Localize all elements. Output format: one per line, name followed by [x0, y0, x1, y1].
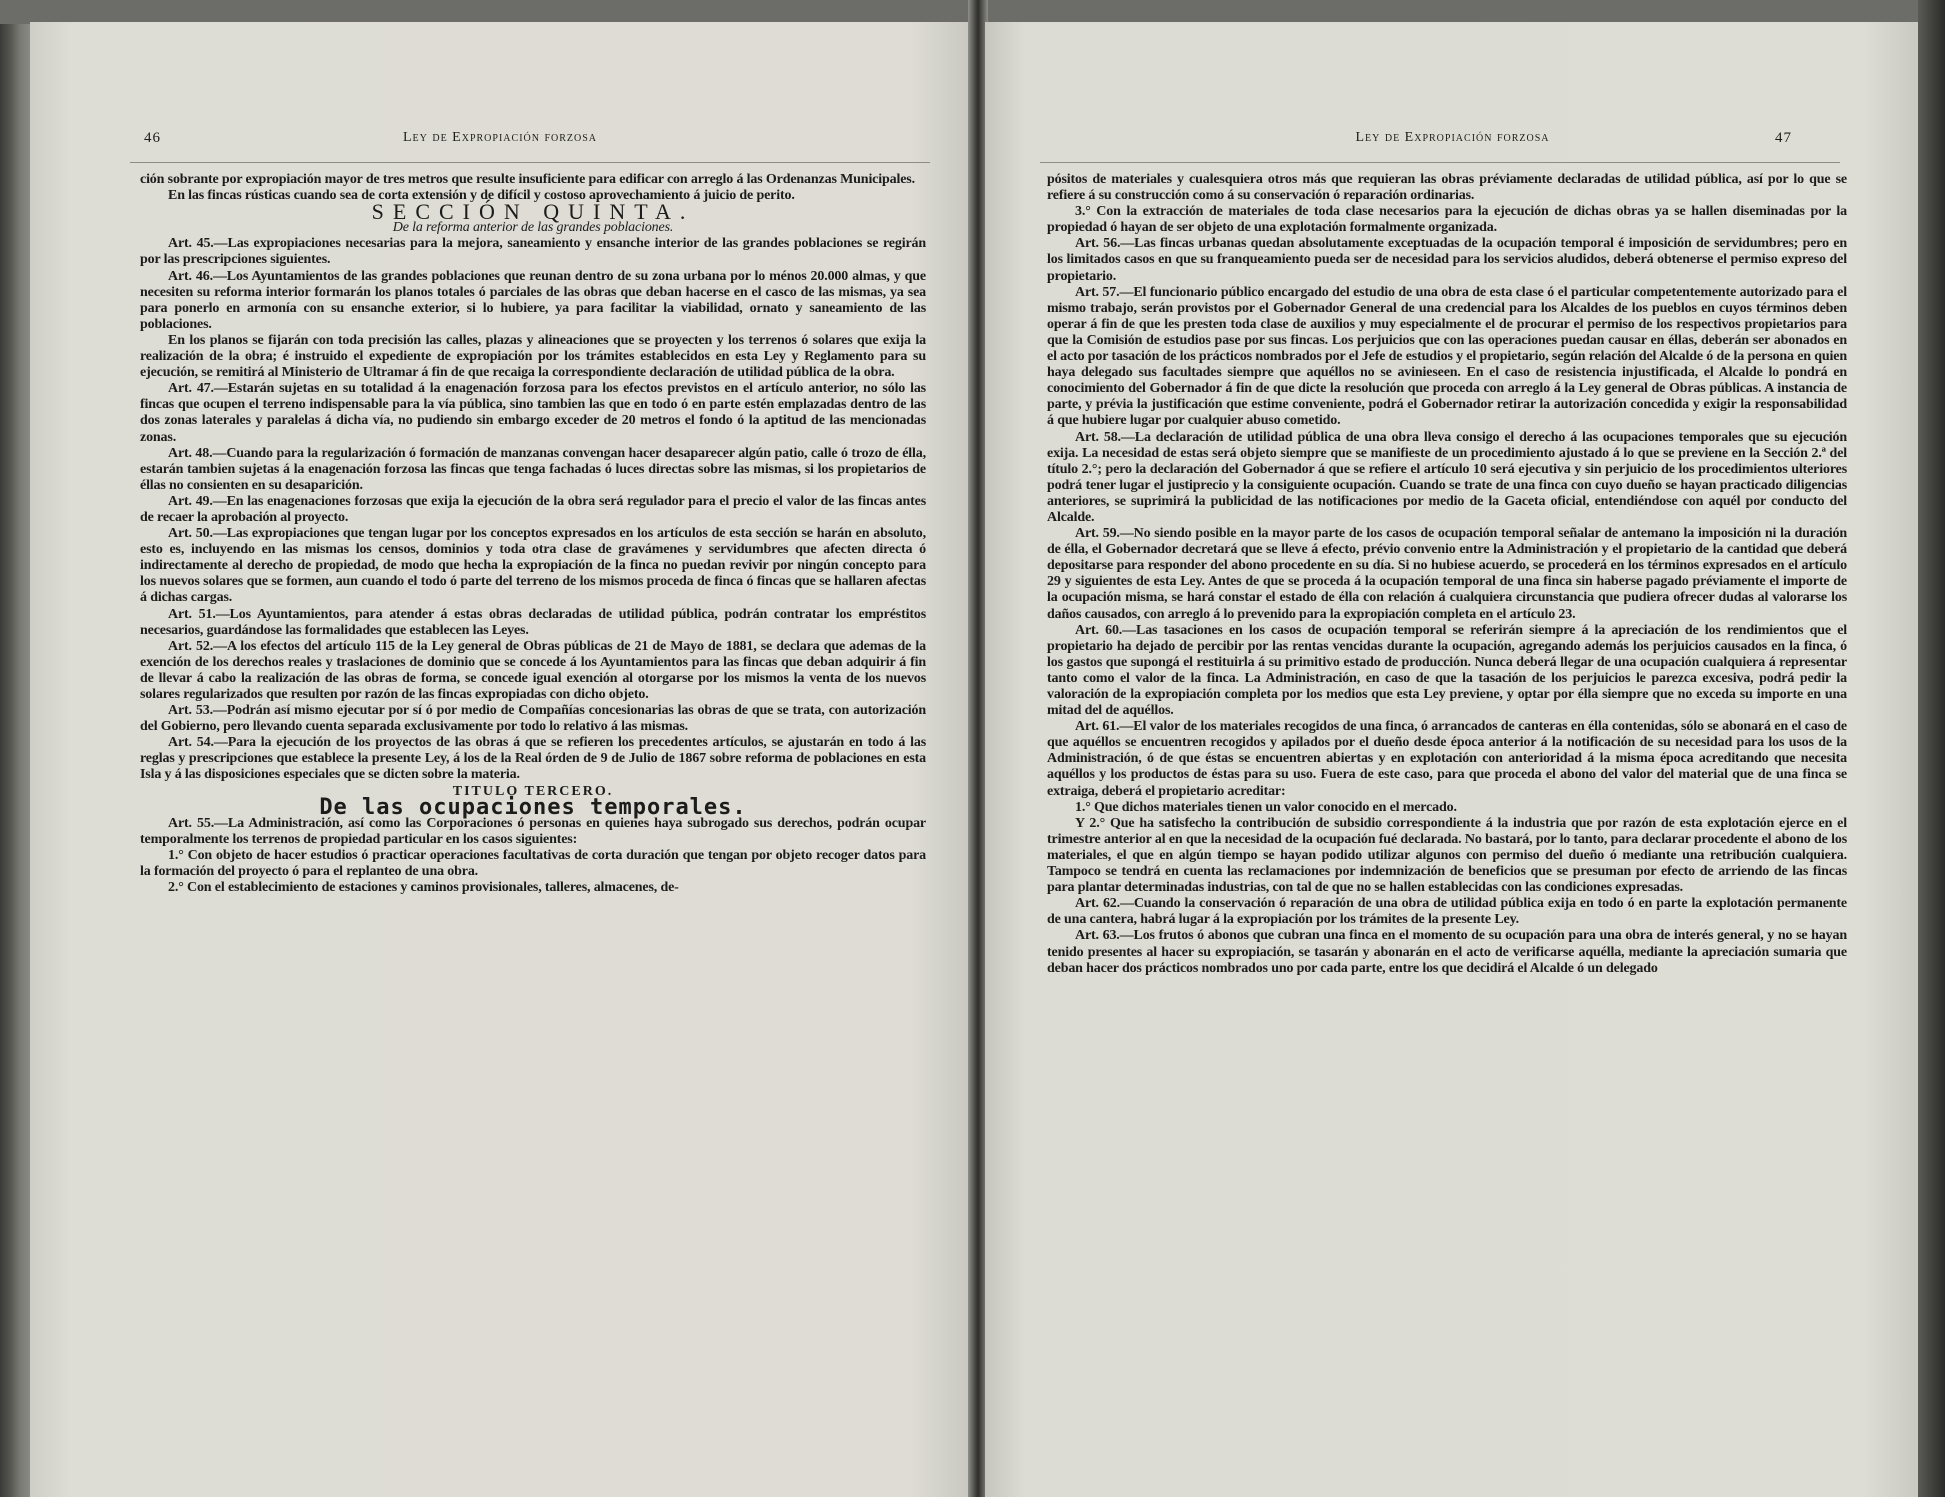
article-paragraph: 1.° Con objeto de hacer estudios ó practicar operaciones facultativas de corta duración que tengan por objeto recoger datos para la formación del proyecto ó para el replanteo de una obra.: [140, 847, 926, 880]
left-body: [140, 172, 926, 896]
article-paragraph: Y 2.° Que ha satisfecho la contribución de subsidio correspondiente á la industria que por razón de esta explotación ejerce en el trimestre anterior al en que la necesidad de la ocupación fué declarada. No bastará, por lo tanto, para declarar procedente el abono de los materiales, el que en algún tiempo se hayan podido utilizar algunos con permiso del dueño ó mediante una retribución cualquiera. Tampoco se tendrá en cuenta las reclamaciones por indemnización de beneficios que se presuman por efecto de arriendo de las fincas para plantar determinadas industrias, con tal de que no se hallen establecidas con las condiciones expresadas.: [1047, 815, 1847, 896]
scan-right-edge: [1918, 0, 1945, 1497]
article-paragraph: Art. 48.—Cuando para la regularización ó formación de manzanas convengan hacer desaparecer algún patio, calle ó trozo de élla, estarán tambien sujetas á la enagenación forzosa las fincas que tenga fachadas ó luces directas sobre las mismas, si los propietarios de éllas no consienten en su desaparición.: [140, 445, 926, 493]
article-paragraph: Art. 62.—Cuando la conservación ó reparación de una obra de utilidad pública exija en todo ó en parte la explotación permanente de una cantera, habrá lugar á la expropiación por los trámites de la presente Ley.: [1047, 896, 1847, 928]
article-paragraph: Art. 51.—Los Ayuntamientos, para atender á estas obras declaradas de utilidad pública, podrán contratar los empréstitos necesarios, guardándose las formalidades que establecen las Leyes.: [140, 606, 926, 638]
article-paragraph: 1.° Que dichos materiales tienen un valor conocido en el mercado.: [1075, 799, 1457, 815]
article-paragraph: 3.° Con la extracción de materiales de toda clase necesarios para la ejecución de dichas obras ya se hallen diseminadas por la propiedad ó hayan de ser objeto de una explotación formalmente organizada.: [1047, 204, 1847, 236]
article-paragraph: Art. 54.—Para la ejecución de los proyectos de las obras á que se refieren los precedentes artículos, se ajustarán en todo á las reglas y prescripciones que establece la presente Ley, á los de la Real órden de 9 de Julio de 1867 sobre reforma de poblaciones en esta Isla y á las disposiciones especiales que se dicten sobre la materia.: [140, 735, 926, 783]
article-paragraph: 2.° Con el establecimiento de estaciones y caminos provisionales, talleres, almacenes, de-: [168, 880, 679, 896]
section-title: SECCIÓN QUINTA.: [371, 199, 695, 225]
article-paragraph: Art. 58.—La declaración de utilidad pública de una obra lleva consigo el derecho á las ocupaciones temporales que su ejecución exija. La necesidad de estas será objeto siempre que se manifieste de un procedimiento ajustado á lo que se previene en la Sección 2.ª del título 2.°; pero la declaración del Gobernador á que se refiere el artículo 10 será ejecutiva y sin perjuicio de los procedimientos ulteriores podrá tener lugar el justiprecio y la consiguiente ocupación. Cuando se trate de una finca con cuyo dueño se hayan practicado diligencias anteriores, se suprimirá la publicidad de las notificaciones por medio de la Gaceta oficial, entendiéndose con aquél por conducto del Alcalde.: [1047, 429, 1847, 525]
article-paragraph: Art. 63.—Los frutos ó abonos que cubran una finca en el momento de su ocupación para una obra de interés general, y no se hayan tenido presentes al hacer su expropiación, se tasarán y abonarán en el acto de verificarse aquélla, mediante la apreciación sumaria que deban hacer dos prácticos nombrados uno por cada parte, entre los que decidirá el Alcalde ó un delegado: [1047, 928, 1847, 976]
article-paragraph: Art. 57.—El funcionario público encargado del estudio de una obra de esta clase ó el particular competentemente autorizado para el mismo trabajo, serán provistos por el Gobernador General de una credencial para los Alcaldes de los pueblos en cuyos términos deben operar á fin de que les presten toda clase de auxilios y muy especialmente el de procurar el permiso de los respectivos propietarios para que la Comisión de estudios pase por sus fincas. Los perjuicios que con las operaciones puedan causar en éllas, deberán ser abonados en el acto por tasación de los prácticos nombrados por el Jefe de estudios y el propietario, según relación del Alcalde ó de la persona en quien haya delegado sus facultades siempre que aquéllos no se avinieseen. En el caso de resistencia injustificada, el Alcalde lo pondrá en conocimiento del Gobernador á fin de que dicte la resolución que proceda con arreglo á la Ley general de Obras públicas. A instancia de parte, y prévia la justificación que estime conveniente, podrá el Gobernador retirar la autorización concedida y exigir la responsabilidad á que hubiere lugar por cualquier abuso cometido.: [1047, 284, 1847, 429]
article-paragraph: Art. 50.—Las expropiaciones que tengan lugar por los conceptos expresados en los artículos de esta sección se harán en absoluto, esto es, incluyendo en las mismas los censos, dominios y toda otra clase de gravámenes y servidumbres que afecten directa ó indirectamente al derecho de propiedad, de modo que hecha la expropiación de la finca no puedan revivir por ningún concepto para los nuevos solares que se formen, aun cuando el todo ó parte del terreno de los mismos proceda de finca ó fincas que se hallaren afectas á dichas cargas.: [140, 526, 926, 606]
left-page-number: 46: [144, 130, 161, 146]
article-paragraph: Art. 49.—En las enagenaciones forzosas que exija la ejecución de la obra será regulador para el precio el valor de las fincas antes de recaer la aprobación al proyecto.: [140, 493, 926, 525]
article-paragraph: Art. 60.—Las tasaciones en los casos de ocupación temporal se referirán siempre á la apreciación de los rendimientos que el propietario ha dejado de percibir por las rentas vencidas durante la ocupación, agregando además los perjuicios causados en la finca, ó los gastos que supongá el restituirla á su primitivo estado de producción. Nunca deberá llegar de una ocupación cualquiera á representar tanto como el valor de la finca. La Administración, en caso de que la tasación de los perjuicios le parezca excesiva, podrá pedir la valoración de la expropiación completa por los medios que esta Ley previene, y optar por élla siempre que no exceda su importe en una mitad del de aquéllos.: [1047, 622, 1847, 719]
left-page: [30, 22, 970, 1497]
left-intro-paragraph: En las fincas rústicas cuando sea de corta extensión y de difícil y costoso aprovechamiento á juicio de perito.: [168, 188, 795, 204]
article-paragraph: Art. 46.—Los Ayuntamientos de las grandes poblaciones que reunan dentro de su zona urbana por lo ménos 20.000 almas, y que necesiten su reforma interior formarán los planos totales ó parciales de las obras que deban hacerse en el casco de las mismas, ya sea para ponerlo en armonía con su ensanche exterior, si lo hubiere, ya para facilitar la viabilidad, ornato y saneamiento de las poblaciones.: [140, 268, 926, 332]
right-page-number: 47: [1775, 130, 1792, 146]
article-paragraph: En los planos se fijarán con toda precisión las calles, plazas y alineaciones que se proyecten y los terrenos ó solares que exija la realización de la obra; é instruido el expediente de expropiación por los trámites establecidos en esta Ley y Reglamento para su ejecución, se remitirá al Ministerio de Ultramar á fin de que recaiga la correspondiente declaración de utilidad pública de la obra.: [140, 332, 926, 381]
article-paragraph: Art. 61.—El valor de los materiales recogidos de una finca, ó arrancados de canteras en élla contenidas, sólo se abonará en el caso de que aquéllos se encuentren recogidos y apilados por el dueño desde época anterior á la notificación de su necesidad para los usos de la Administración, ó de que éstas se encuentren abiertas y en explotación con anterioridad á la misma época acreditando que necesita aquéllos y los productos de éstas para su uso. Fuera de este caso, para que proceda el abono del valor del material que de una finca se extraiga, deberá el propietario acreditar:: [1047, 719, 1847, 799]
section-subtitle: De la reforma anterior de las grandes poblaciones.: [392, 220, 674, 236]
right-running-head: [985, 130, 1920, 160]
titulo-subtitle: De las ocupaciones temporales.: [319, 794, 747, 820]
article-paragraph: Art. 59.—No siendo posible en la mayor parte de los casos de ocupación temporal señalar de antemano la imposición ni la duración de élla, el Gobernador decretará que se lleve á efecto, prévio convenio entre la Administración y el propietario de la cantidad que deberá depositarse para responder del abono procedente en su día. Si no hubiese acuerdo, se procederá en los términos expresados en el artículo 29 y siguientes de esta Ley. Antes de que se proceda á la ocupación temporal de una finca sin haberse pagado préviamente el importe de la ocupación misma, se hará constar el estado de élla con relación á cualquiera circunstancia que pudiera ofrecer dudas al valorarse los daños causados, con arreglo á lo prevenido para la expropiación completa en el artículo 23.: [1047, 526, 1847, 622]
left-intro-paragraph: ción sobrante por expropiación mayor de tres metros que resulte insuficiente para edificar con arreglo á las Ordenanzas Municipales.: [140, 172, 915, 187]
left-running-head: [30, 130, 970, 160]
article-paragraph: pósitos de materiales y cualesquiera otros más que requieran las obras préviamente declaradas de utilidad pública, así por lo que se refiere á su construcción como á su conservación ó reparación ordinarias.: [1047, 172, 1847, 204]
left-head-rule: [130, 162, 930, 163]
article-paragraph: Art. 52.—A los efectos del artículo 115 de la Ley general de Obras públicas de 21 de Mayo de 1881, se declara que ademas de la exención de los derechos reales y traslaciones de dominio que se concede á los Ayuntamientos para las fincas que deban adquirir á fin de llevar á cabo la realización de las obras de forma, se concede igual exención al otorgarse por los mismos la venta de los nuevos solares regularizados que resulten por razón de las fincas expropiadas con dicho objeto.: [140, 638, 926, 702]
right-body: [1047, 172, 1847, 977]
right-running-title: Ley de Expropiación forzosa: [1355, 130, 1550, 145]
article-paragraph: Art. 47.—Estarán sujetas en su totalidad á la enagenación forzosa para los efectos previstos en el artículo anterior, no sólo las fincas que ocupen el terreno indispensable para la vía pública, sino tambien las que en todo ó en parte estén emplazadas dentro de las dos zonas laterales y paralelas á dicha vía, no pudiendo sin embargo exceder de 20 metros el fondo ó la aptitud de las mencionadas zonas.: [140, 381, 926, 445]
right-head-rule: [1040, 162, 1840, 163]
right-page: [985, 22, 1920, 1497]
article-paragraph: Art. 56.—Las fincas urbanas quedan absolutamente exceptuadas de la ocupación temporal é imposición de servidumbres; pero en los limitados casos en que su franqueamiento pueda ser de necesidad para los servicios aludidos, deberá obtenerse el permiso expreso del propietario.: [1047, 236, 1847, 284]
article-paragraph: Art. 53.—Podrán así mismo ejecutar por sí ó por medio de Compañías concesionarias las obras de que se trata, con autorización del Gobierno, pero llevando cuenta separada exclusivamente por todo lo relativo á las mismas.: [140, 703, 926, 735]
left-running-title: Ley de Expropiación forzosa: [402, 130, 598, 145]
article-paragraph: Art. 45.—Las expropiaciones necesarias para la mejora, saneamiento y ensanche interior de las grandes poblaciones se regirán por las prescripciones siguientes.: [140, 236, 926, 268]
article-paragraph: Art. 55.—La Administración, así como las Corporaciones ó personas en quienes haya subrogado sus derechos, podrán ocupar temporalmente los terrenos de propiedad particular en los casos siguientes:: [140, 815, 926, 847]
titulo-heading: TITULO TERCERO.: [452, 783, 614, 799]
